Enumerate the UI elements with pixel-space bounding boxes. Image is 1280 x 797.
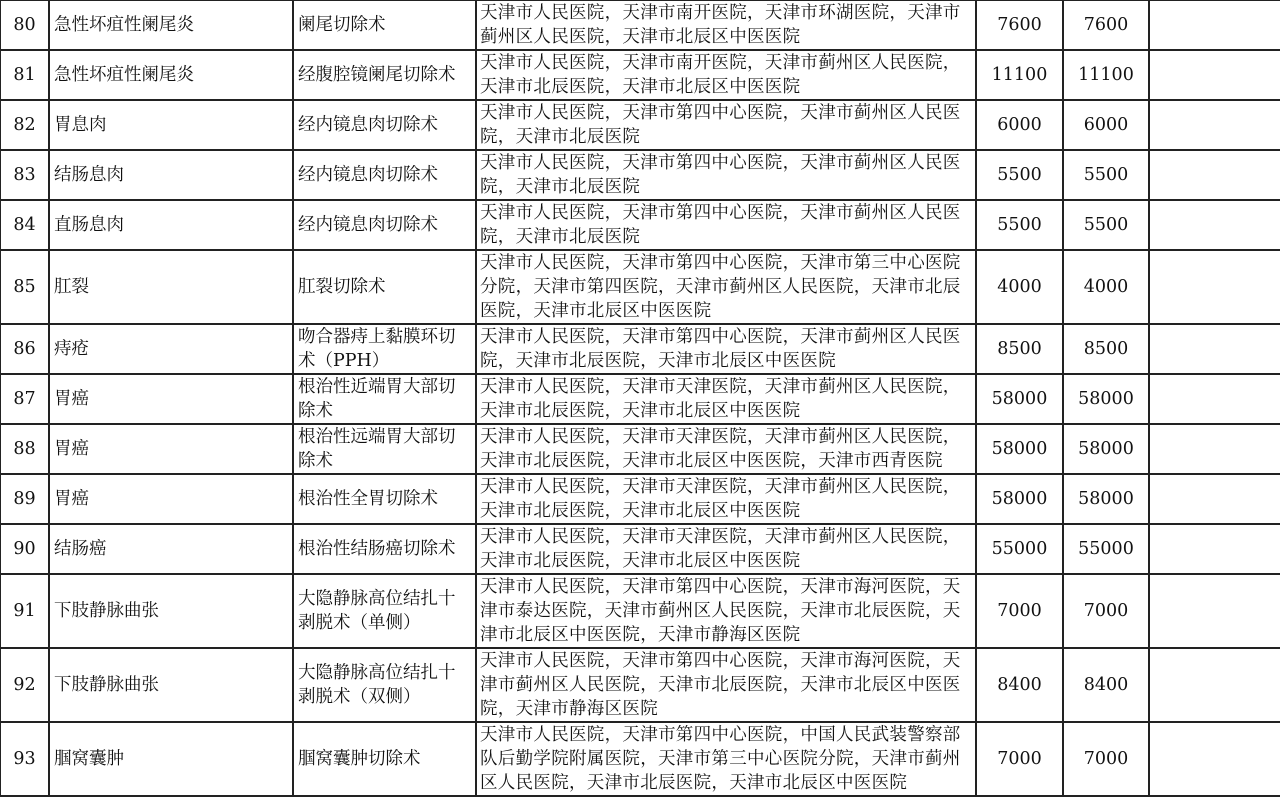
disease-name-cell: 直肠息肉 bbox=[49, 200, 293, 250]
disease-name-cell: 下肢静脉曲张 bbox=[49, 648, 293, 722]
remarks-cell bbox=[1149, 250, 1280, 324]
hospital-list-cell: 天津市人民医院，天津市第四中心医院，天津市海河医院，天津市泰达医院，天津市蓟州区人民医院，天津市北辰医院，天津市北辰区中医医院，天津市静海区医院 bbox=[476, 574, 976, 648]
remarks-cell bbox=[1149, 574, 1280, 648]
price-standard-cell: 58000 bbox=[1063, 424, 1149, 474]
hospital-list-cell: 天津市人民医院，天津市第四中心医院，天津市第三中心医院分院，天津市第四医院，天津市蓟州区人民医院，天津市北辰医院，天津市北辰区中医医院 bbox=[476, 250, 976, 324]
procedure-name-cell: 经内镜息肉切除术 bbox=[293, 200, 476, 250]
price-standard-cell: 7000 bbox=[1063, 722, 1149, 796]
disease-name-cell: 结肠癌 bbox=[49, 524, 293, 574]
remarks-cell bbox=[1149, 424, 1280, 474]
procedure-name-cell: 经腹腔镜阑尾切除术 bbox=[293, 50, 476, 100]
remarks-cell bbox=[1149, 648, 1280, 722]
hospital-list-cell: 天津市人民医院，天津市天津医院，天津市蓟州区人民医院，天津市北辰医院，天津市北辰区中医医院 bbox=[476, 524, 976, 574]
disease-name-cell: 痔疮 bbox=[49, 324, 293, 374]
price-limit-cell: 8500 bbox=[976, 324, 1063, 374]
table-row bbox=[0, 524, 1280, 574]
price-standard-cell: 55000 bbox=[1063, 524, 1149, 574]
row-number-cell: 83 bbox=[0, 150, 49, 200]
row-number-cell: 80 bbox=[0, 0, 49, 50]
row-number-cell: 88 bbox=[0, 424, 49, 474]
procedure-name-cell: 大隐静脉高位结扎十剥脱术（单侧） bbox=[293, 574, 476, 648]
hospital-list-cell: 天津市人民医院，天津市天津医院，天津市蓟州区人民医院，天津市北辰医院，天津市北辰区中医医院 bbox=[476, 474, 976, 524]
table-row bbox=[0, 200, 1280, 250]
remarks-cell bbox=[1149, 474, 1280, 524]
table-row bbox=[0, 474, 1280, 524]
procedure-name-cell: 根治性结肠癌切除术 bbox=[293, 524, 476, 574]
disease-name-cell: 胃息肉 bbox=[49, 100, 293, 150]
procedure-name-cell: 大隐静脉高位结扎十剥脱术（双侧） bbox=[293, 648, 476, 722]
disease-name-cell: 胃癌 bbox=[49, 374, 293, 424]
price-limit-cell: 11100 bbox=[976, 50, 1063, 100]
row-number-cell: 81 bbox=[0, 50, 49, 100]
table-row bbox=[0, 250, 1280, 324]
disease-name-cell: 结肠息肉 bbox=[49, 150, 293, 200]
hospital-list-cell: 天津市人民医院，天津市第四中心医院，中国人民武装警察部队后勤学院附属医院，天津市第三中心医院分院，天津市蓟州区人民医院，天津市北辰医院，天津市北辰区中医医院 bbox=[476, 722, 976, 796]
procedure-name-cell: 根治性远端胃大部切除术 bbox=[293, 424, 476, 474]
procedure-name-cell: 吻合器痔上黏膜环切术（PPH） bbox=[293, 324, 476, 374]
row-number-cell: 85 bbox=[0, 250, 49, 324]
procedure-name-cell: 经内镜息肉切除术 bbox=[293, 100, 476, 150]
row-number-cell: 87 bbox=[0, 374, 49, 424]
row-number-cell: 92 bbox=[0, 648, 49, 722]
remarks-cell bbox=[1149, 524, 1280, 574]
disease-name-cell: 胃癌 bbox=[49, 474, 293, 524]
procedure-name-cell: 根治性近端胃大部切除术 bbox=[293, 374, 476, 424]
table-row bbox=[0, 424, 1280, 474]
table-row bbox=[0, 324, 1280, 374]
price-standard-cell: 7600 bbox=[1063, 0, 1149, 50]
price-standard-cell: 5500 bbox=[1063, 200, 1149, 250]
remarks-cell bbox=[1149, 100, 1280, 150]
price-limit-cell: 7600 bbox=[976, 0, 1063, 50]
procedure-name-cell: 肛裂切除术 bbox=[293, 250, 476, 324]
procedure-name-cell: 根治性全胃切除术 bbox=[293, 474, 476, 524]
price-standard-cell: 5500 bbox=[1063, 150, 1149, 200]
price-limit-cell: 58000 bbox=[976, 424, 1063, 474]
table-row bbox=[0, 150, 1280, 200]
hospital-list-cell: 天津市人民医院，天津市第四中心医院，天津市蓟州区人民医院，天津市北辰医院 bbox=[476, 200, 976, 250]
remarks-cell bbox=[1149, 722, 1280, 796]
hospital-list-cell: 天津市人民医院，天津市南开医院，天津市环湖医院，天津市蓟州区人民医院，天津市北辰区中医医院 bbox=[476, 0, 976, 50]
remarks-cell bbox=[1149, 324, 1280, 374]
price-limit-cell: 7000 bbox=[976, 574, 1063, 648]
hospital-list-cell: 天津市人民医院，天津市第四中心医院，天津市蓟州区人民医院，天津市北辰医院，天津市北辰区中医医院 bbox=[476, 324, 976, 374]
price-limit-cell: 5500 bbox=[976, 200, 1063, 250]
price-limit-cell: 6000 bbox=[976, 100, 1063, 150]
row-number-cell: 89 bbox=[0, 474, 49, 524]
price-limit-cell: 4000 bbox=[976, 250, 1063, 324]
price-standard-cell: 8500 bbox=[1063, 324, 1149, 374]
row-number-cell: 91 bbox=[0, 574, 49, 648]
row-number-cell: 93 bbox=[0, 722, 49, 796]
table-row bbox=[0, 648, 1280, 722]
remarks-cell bbox=[1149, 200, 1280, 250]
table-row bbox=[0, 722, 1280, 796]
remarks-cell bbox=[1149, 374, 1280, 424]
disease-name-cell: 急性坏疽性阑尾炎 bbox=[49, 0, 293, 50]
hospital-list-cell: 天津市人民医院，天津市第四中心医院，天津市蓟州区人民医院，天津市北辰医院 bbox=[476, 150, 976, 200]
procedure-name-cell: 经内镜息肉切除术 bbox=[293, 150, 476, 200]
row-number-cell: 82 bbox=[0, 100, 49, 150]
table-row bbox=[0, 574, 1280, 648]
table-row bbox=[0, 50, 1280, 100]
price-limit-cell: 58000 bbox=[976, 474, 1063, 524]
disease-name-cell: 肛裂 bbox=[49, 250, 293, 324]
price-standard-cell: 4000 bbox=[1063, 250, 1149, 324]
table-row bbox=[0, 374, 1280, 424]
disease-name-cell: 下肢静脉曲张 bbox=[49, 574, 293, 648]
row-number-cell: 90 bbox=[0, 524, 49, 574]
price-standard-cell: 8400 bbox=[1063, 648, 1149, 722]
price-limit-cell: 7000 bbox=[976, 722, 1063, 796]
price-limit-cell: 5500 bbox=[976, 150, 1063, 200]
remarks-cell bbox=[1149, 150, 1280, 200]
price-limit-cell: 8400 bbox=[976, 648, 1063, 722]
row-number-cell: 84 bbox=[0, 200, 49, 250]
hospital-list-cell: 天津市人民医院，天津市第四中心医院，天津市蓟州区人民医院，天津市北辰医院 bbox=[476, 100, 976, 150]
remarks-cell bbox=[1149, 50, 1280, 100]
hospital-list-cell: 天津市人民医院，天津市南开医院，天津市蓟州区人民医院，天津市北辰医院，天津市北辰区中医医院 bbox=[476, 50, 976, 100]
price-limit-cell: 55000 bbox=[976, 524, 1063, 574]
disease-name-cell: 腘窝囊肿 bbox=[49, 722, 293, 796]
hospital-list-cell: 天津市人民医院，天津市天津医院，天津市蓟州区人民医院，天津市北辰医院，天津市北辰区中医医院 bbox=[476, 374, 976, 424]
table-row bbox=[0, 100, 1280, 150]
price-standard-cell: 58000 bbox=[1063, 374, 1149, 424]
hospital-list-cell: 天津市人民医院，天津市第四中心医院，天津市海河医院，天津市蓟州区人民医院，天津市北辰医院，天津市北辰区中医医院，天津市静海区医院 bbox=[476, 648, 976, 722]
price-standard-cell: 11100 bbox=[1063, 50, 1149, 100]
remarks-cell bbox=[1149, 0, 1280, 50]
price-standard-cell: 7000 bbox=[1063, 574, 1149, 648]
procedure-name-cell: 阑尾切除术 bbox=[293, 0, 476, 50]
price-limit-cell: 58000 bbox=[976, 374, 1063, 424]
table-row bbox=[0, 0, 1280, 50]
hospital-list-cell: 天津市人民医院，天津市天津医院，天津市蓟州区人民医院，天津市北辰医院，天津市北辰区中医医院，天津市西青医院 bbox=[476, 424, 976, 474]
procedure-name-cell: 腘窝囊肿切除术 bbox=[293, 722, 476, 796]
price-standard-cell: 6000 bbox=[1063, 100, 1149, 150]
price-standard-cell: 58000 bbox=[1063, 474, 1149, 524]
disease-name-cell: 胃癌 bbox=[49, 424, 293, 474]
row-number-cell: 86 bbox=[0, 324, 49, 374]
disease-name-cell: 急性坏疽性阑尾炎 bbox=[49, 50, 293, 100]
